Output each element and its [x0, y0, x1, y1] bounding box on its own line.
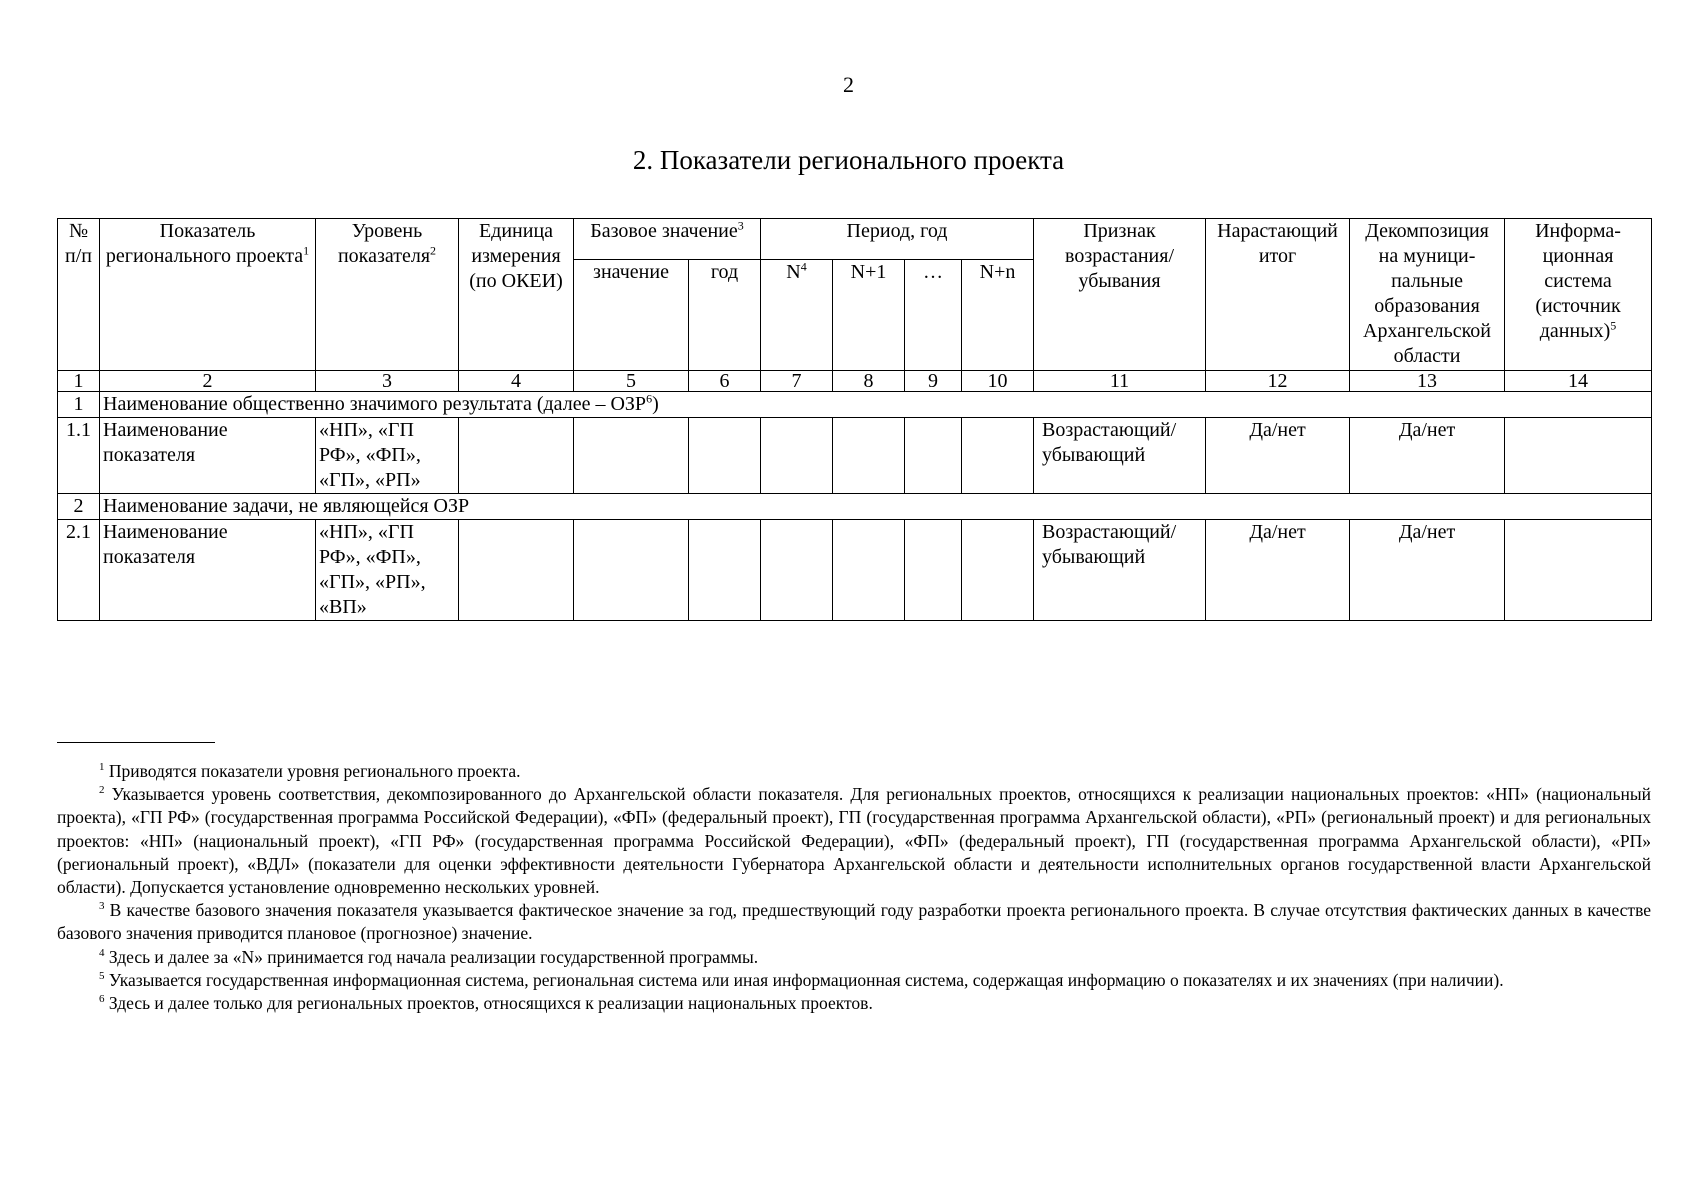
- column-number: 8: [833, 371, 905, 392]
- column-number: 2: [100, 371, 316, 392]
- section-number: 2: [58, 494, 100, 520]
- header-period-nn: N+n: [962, 260, 1034, 371]
- indicators-table: [57, 218, 1652, 621]
- row-cell-empty: [962, 520, 1034, 621]
- section-title-cell: Наименование задачи, не являющейся ОЗР: [100, 494, 1652, 520]
- row-decomposition: Да/нет: [1350, 418, 1505, 494]
- footnote-divider: [57, 742, 215, 743]
- row-level: «НП», «ГП РФ», «ФП», «ГП», «РП»: [316, 418, 459, 494]
- row-cell-empty: [1505, 520, 1652, 621]
- table-row: [58, 520, 1652, 621]
- row-level: «НП», «ГП РФ», «ФП», «ГП», «РП», «ВП»: [316, 520, 459, 621]
- header-row: [58, 219, 1652, 260]
- column-number: 7: [761, 371, 833, 392]
- footnote: $^2$ Указывается уровень соответствия, декомпозированного до Архангельской области показателя. Для региональных проектов, относящихся к реализации национальных проектов: «НП» (национальный проекта), «ГП РФ» (государственная программа Российской Федерации), «ФП» (федеральный проект), ГП (государственная программа Архангельской области), «РП» (региональный проект) и для региональных проектов: «НП» (национальный проект), «ГП РФ» (государственная программа Российской Федерации), «ФП» (федеральный проект), ГП (государственная программа Архангельской области), «РП» (региональный проект), «ВДЛ» (показатели для оценки эффективности деятельности Губернатора Архангельской области и деятельности исполнительных органов государственной власти Архангельской области). Допускается установление одновременно нескольких уровней.: [57, 784, 1651, 898]
- row-cell-empty: [459, 520, 574, 621]
- header-period-n1: N+1: [833, 260, 905, 371]
- row-number: 1.1: [58, 418, 100, 494]
- section-title: 2. Показатели регионального проекта: [632, 145, 1065, 175]
- column-number: 10: [962, 371, 1034, 392]
- header-unit: Единица измерения (по ОКЕИ): [459, 219, 574, 371]
- column-number: 1: [58, 371, 100, 392]
- column-number: 12: [1206, 371, 1350, 392]
- footnote: $^3$ В качестве базового значения показателя указывается фактическое значение за год, предшествующий году разработки проекта регионального проекта. В случае отсутствия фактических данных в качестве базового значения приводится плановое (прогнозное) значение.: [57, 900, 1651, 944]
- row-cell-empty: [574, 520, 689, 621]
- header-indicator: Показатель регионального проекта$^1$: [100, 219, 316, 371]
- column-numbers-row: [58, 371, 1652, 392]
- table-row: [58, 418, 1652, 494]
- header-no: № п/п: [58, 219, 100, 371]
- header-base-value-value: значение: [574, 260, 689, 371]
- footnotes: [57, 760, 1651, 1015]
- row-cell-empty: [761, 418, 833, 494]
- header-info-system: Информа-ционная система (источник данных)$^5$: [1505, 219, 1652, 371]
- row-cell-empty: [905, 520, 962, 621]
- header-period-dots: …: [905, 260, 962, 371]
- column-number: 14: [1505, 371, 1652, 392]
- row-trend: Возрастающий/ убывающий: [1034, 418, 1206, 494]
- column-number: 6: [689, 371, 761, 392]
- header-base-value: Базовое значение$^3$: [574, 219, 761, 260]
- row-trend: Возрастающий/ убывающий: [1034, 520, 1206, 621]
- header-trend: Признак возрастания/ убывания: [1034, 219, 1206, 371]
- header-cumulative: Нарастающий итог: [1206, 219, 1350, 371]
- row-cell-empty: [962, 418, 1034, 494]
- column-number: 4: [459, 371, 574, 392]
- section-number: 1: [58, 392, 100, 418]
- row-indicator-name: Наименование показателя: [100, 418, 316, 494]
- row-cell-empty: [905, 418, 962, 494]
- row-cell-empty: [1505, 418, 1652, 494]
- footnote: $^4$ Здесь и далее за «N» принимается год начала реализации государственной программы.: [99, 946, 759, 967]
- column-number: 3: [316, 371, 459, 392]
- page-number: 2: [843, 72, 854, 97]
- footnote: $^1$ Приводятся показатели уровня регионального проекта.: [99, 761, 521, 781]
- footnote: $^5$ Указывается государственная информационная система, региональная система или иная информационная система, содержащая информацию о показателях и их значениях (при наличии).: [99, 969, 1504, 990]
- footnote: $^6$ Здесь и далее только для региональных проектов, относящихся к реализации национальных проектов.: [99, 993, 873, 1014]
- row-cell-empty: [689, 520, 761, 621]
- column-number: 9: [905, 371, 962, 392]
- row-cell-empty: [761, 520, 833, 621]
- header-period: Период, год: [761, 219, 1034, 260]
- header-period-n: $N^4$: [761, 260, 833, 371]
- row-decomposition: Да/нет: [1350, 520, 1505, 621]
- section-title-cell: Наименование общественно значимого результата (далее – ОЗР$^6$): [100, 392, 1652, 418]
- row-indicator-name: Наименование показателя: [100, 520, 316, 621]
- row-number: 2.1: [58, 520, 100, 621]
- section-row: [58, 494, 1652, 520]
- row-cumulative: Да/нет: [1206, 418, 1350, 494]
- column-number: 11: [1034, 371, 1206, 392]
- header-level: Уровень показателя$^2$: [316, 219, 459, 371]
- section-row: [58, 392, 1652, 418]
- row-cell-empty: [689, 418, 761, 494]
- row-cell-empty: [574, 418, 689, 494]
- header-base-value-year: год: [689, 260, 761, 371]
- row-cell-empty: [459, 418, 574, 494]
- header-decomposition: Декомпозиция на муници-пальные образования Архангельской области: [1350, 219, 1505, 371]
- row-cell-empty: [833, 418, 905, 494]
- row-cell-empty: [833, 520, 905, 621]
- column-number: 5: [574, 371, 689, 392]
- column-number: 13: [1350, 371, 1505, 392]
- row-cumulative: Да/нет: [1206, 520, 1350, 621]
